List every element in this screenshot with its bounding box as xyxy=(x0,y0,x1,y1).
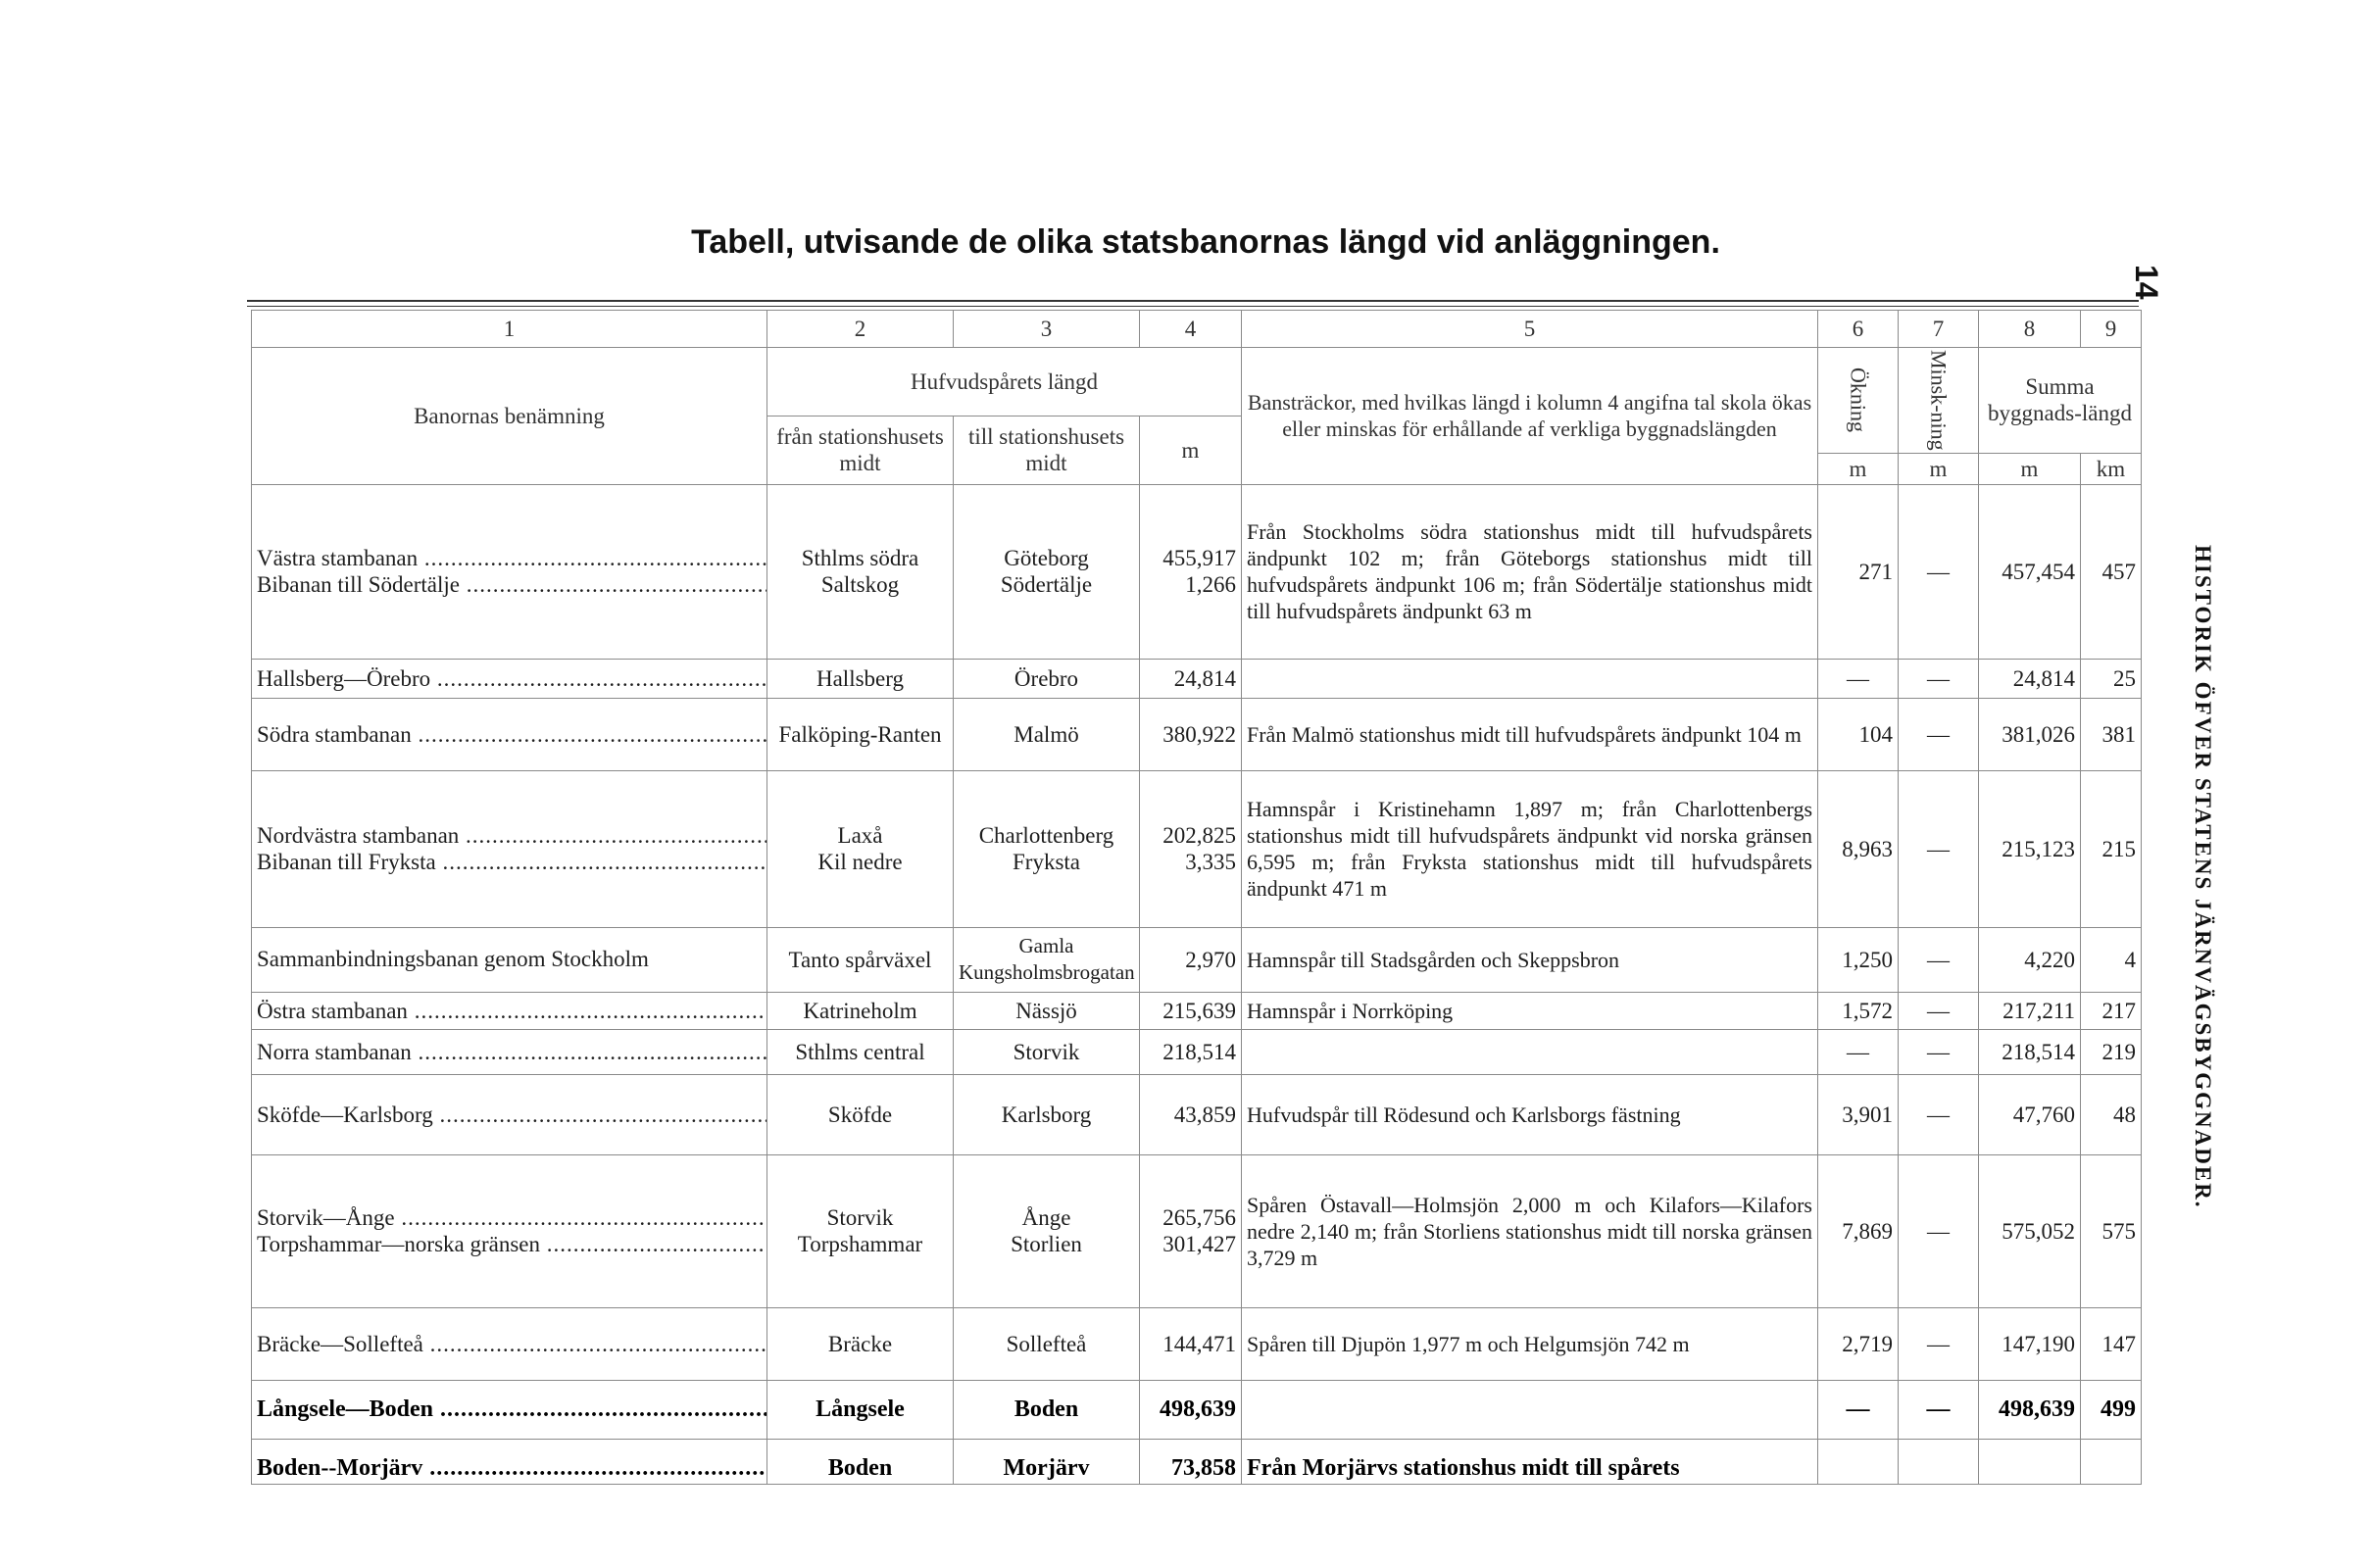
to-station: Charlottenberg Fryksta xyxy=(954,770,1140,927)
summa-m: 24,814 xyxy=(1979,659,2081,698)
summa-m: 457,454 xyxy=(1979,484,2081,659)
okning-value: 1,250 xyxy=(1818,927,1899,992)
length-m: 215,639 xyxy=(1140,992,1242,1029)
okning-value: 104 xyxy=(1818,698,1899,770)
line-name: Sammanbindningsbanan genom Stockholm xyxy=(252,927,767,992)
section-note: Från Malmö stationshus midt till hufvudspårets ändpunkt 104 m xyxy=(1242,698,1818,770)
from-station: Långsele xyxy=(767,1380,954,1439)
line-name: Långsele—Boden ..... xyxy=(252,1380,767,1439)
okning-value: 271 xyxy=(1818,484,1899,659)
col-num: 2 xyxy=(767,311,954,348)
length-m: 73,858 xyxy=(1140,1439,1242,1484)
okning-value: 3,901 xyxy=(1818,1074,1899,1154)
minskning-value: — xyxy=(1899,770,1979,927)
summa-m: 575,052 xyxy=(1979,1154,2081,1307)
col-num: 5 xyxy=(1242,311,1818,348)
to-station: Storvik xyxy=(954,1029,1140,1074)
okning-value: 7,869 xyxy=(1818,1154,1899,1307)
length-m: 265,756 301,427 xyxy=(1140,1154,1242,1307)
length-m: 498,639 xyxy=(1140,1380,1242,1439)
from-station: Boden xyxy=(767,1439,954,1484)
summa-m xyxy=(1979,1439,2081,1484)
summa-km: 575 xyxy=(2081,1154,2142,1307)
unit-m: m xyxy=(1818,453,1899,484)
okning-value: — xyxy=(1818,659,1899,698)
header-okning: Ökning xyxy=(1818,348,1899,454)
line-name: Boden--Morjärv ..... xyxy=(252,1439,767,1484)
from-station: Hallsberg xyxy=(767,659,954,698)
minskning-value: — xyxy=(1899,1074,1979,1154)
summa-m: 47,760 xyxy=(1979,1074,2081,1154)
okning-value xyxy=(1818,1439,1899,1484)
table-row xyxy=(252,698,2142,770)
running-head: HISTORIK ÖFVER STATENS JÄRNVÄGSBYGGNADER. xyxy=(2191,545,2215,1209)
okning-value: 1,572 xyxy=(1818,992,1899,1029)
unit-m: m xyxy=(1899,453,1979,484)
from-station: Sthlms central xyxy=(767,1029,954,1074)
line-name: Nordvästra stambanan ..... Bibanan till Fryksta ..... xyxy=(252,770,767,927)
table-row xyxy=(252,484,2142,659)
col-num: 8 xyxy=(1979,311,2081,348)
length-m: 2,970 xyxy=(1140,927,1242,992)
section-note: Spåren Östavall—Holmsjön 2,000 m och Kilafors—Kilafors nedre 2,140 m; från Storliens stationshus midt till norska gränsen 3,729 m xyxy=(1242,1154,1818,1307)
to-station: Boden xyxy=(954,1380,1140,1439)
section-note: Från Morjärvs stationshus midt till spårets xyxy=(1242,1439,1818,1484)
okning-value: — xyxy=(1818,1029,1899,1074)
summa-m: 381,026 xyxy=(1979,698,2081,770)
to-station: Malmö xyxy=(954,698,1140,770)
from-station: Katrineholm xyxy=(767,992,954,1029)
length-m: 202,825 3,335 xyxy=(1140,770,1242,927)
summa-km: 4 xyxy=(2081,927,2142,992)
summa-km: 215 xyxy=(2081,770,2142,927)
table-row xyxy=(252,927,2142,992)
section-note xyxy=(1242,1380,1818,1439)
line-name: Sköfde—Karlsborg ..... xyxy=(252,1074,767,1154)
to-station: Örebro xyxy=(954,659,1140,698)
line-name: Östra stambanan ..... xyxy=(252,992,767,1029)
length-m: 43,859 xyxy=(1140,1074,1242,1154)
minskning-value: — xyxy=(1899,992,1979,1029)
minskning-value: — xyxy=(1899,698,1979,770)
page-title: Tabell, utvisande de olika statsbanornas längd vid anläggningen. xyxy=(691,223,1720,261)
from-station: Sköfde xyxy=(767,1074,954,1154)
summa-m: 147,190 xyxy=(1979,1307,2081,1380)
table-row xyxy=(252,1380,2142,1439)
table-row xyxy=(252,1154,2142,1307)
to-station: Nässjö xyxy=(954,992,1140,1029)
table-row xyxy=(252,1439,2142,1484)
okning-value: 2,719 xyxy=(1818,1307,1899,1380)
length-m: 218,514 xyxy=(1140,1029,1242,1074)
okning-value: 8,963 xyxy=(1818,770,1899,927)
summa-km: 48 xyxy=(2081,1074,2142,1154)
summa-km: 381 xyxy=(2081,698,2142,770)
to-station: Göteborg Södertälje xyxy=(954,484,1140,659)
section-note: Hamnspår i Kristinehamn 1,897 m; från Charlottenbergs stationshus midt till hufvudspårets ändpunkt vid norska gränsen 6,595 m; från Fryksta stationshus midt till hufvudspårets ändpunkt 471 m xyxy=(1242,770,1818,927)
line-name: Bräcke—Sollefteå ..... xyxy=(252,1307,767,1380)
minskning-value: — xyxy=(1899,1154,1979,1307)
unit-km: km xyxy=(2081,453,2142,484)
summa-m: 498,639 xyxy=(1979,1380,2081,1439)
header-banornas: Banornas benämning xyxy=(252,348,767,485)
section-note: Spåren till Djupön 1,977 m och Helgumsjön 742 m xyxy=(1242,1307,1818,1380)
line-name: Hallsberg—Örebro ..... xyxy=(252,659,767,698)
length-m: 455,917 1,266 xyxy=(1140,484,1242,659)
table-row xyxy=(252,1074,2142,1154)
summa-km: 457 xyxy=(2081,484,2142,659)
summa-km xyxy=(2081,1439,2142,1484)
section-note xyxy=(1242,1029,1818,1074)
minskning-value: — xyxy=(1899,927,1979,992)
to-station: Karlsborg xyxy=(954,1074,1140,1154)
line-name: Västra stambanan ..... Bibanan till Södertälje ..... xyxy=(252,484,767,659)
line-name: Storvik—Ånge ..... Torpshammar—norska gränsen ..... xyxy=(252,1154,767,1307)
table-row xyxy=(252,770,2142,927)
col-num: 1 xyxy=(252,311,767,348)
from-station: Falköping-Ranten xyxy=(767,698,954,770)
minskning-value: — xyxy=(1899,659,1979,698)
header-till: till stationshusets midt xyxy=(954,416,1140,485)
table-row xyxy=(252,992,2142,1029)
to-station: Ånge Storlien xyxy=(954,1154,1140,1307)
section-note: Från Stockholms södra stationshus midt till hufvudspårets ändpunkt 102 m; från Göteborgs stationshus midt till hufvudspårets ändpunkt 106 m; från Södertälje stationshus midt till hufvudspårets ändpunkt 63 m xyxy=(1242,484,1818,659)
table-row xyxy=(252,1029,2142,1074)
from-station: Bräcke xyxy=(767,1307,954,1380)
railway-length-table xyxy=(251,310,2142,1485)
table-row xyxy=(252,659,2142,698)
from-station: Laxå Kil nedre xyxy=(767,770,954,927)
col-num: 3 xyxy=(954,311,1140,348)
section-note: Hamnspår till Stadsgården och Skeppsbron xyxy=(1242,927,1818,992)
minskning-value: — xyxy=(1899,1029,1979,1074)
from-station: Sthlms södra Saltskog xyxy=(767,484,954,659)
header-banstrackor: Bansträckor, med hvilkas längd i kolumn 4 angifna tal skola ökas eller minskas för erhållande af verkliga byggnadslängden xyxy=(1242,348,1818,485)
line-name: Norra stambanan ..... xyxy=(252,1029,767,1074)
summa-km: 219 xyxy=(2081,1029,2142,1074)
summa-m: 217,211 xyxy=(1979,992,2081,1029)
summa-km: 499 xyxy=(2081,1380,2142,1439)
minskning-value xyxy=(1899,1439,1979,1484)
header-hufvudsparets-langd: Hufvudspårets längd xyxy=(767,348,1242,416)
col-num: 7 xyxy=(1899,311,1979,348)
line-name: Södra stambanan ..... xyxy=(252,698,767,770)
summa-km: 147 xyxy=(2081,1307,2142,1380)
summa-km: 217 xyxy=(2081,992,2142,1029)
table-row xyxy=(252,1307,2142,1380)
to-station: Gamla Kungsholmsbrogatan xyxy=(954,927,1140,992)
header-fran: från stationshusets midt xyxy=(767,416,954,485)
unit-m: m xyxy=(1979,453,2081,484)
top-rule xyxy=(247,300,2139,302)
from-station: Tanto spårväxel xyxy=(767,927,954,992)
summa-m: 4,220 xyxy=(1979,927,2081,992)
to-station: Morjärv xyxy=(954,1439,1140,1484)
summa-m: 218,514 xyxy=(1979,1029,2081,1074)
summa-m: 215,123 xyxy=(1979,770,2081,927)
col-num: 6 xyxy=(1818,311,1899,348)
section-note xyxy=(1242,659,1818,698)
okning-value: — xyxy=(1818,1380,1899,1439)
minskning-value: — xyxy=(1899,1380,1979,1439)
section-note: Hamnspår i Norrköping xyxy=(1242,992,1818,1029)
to-station: Sollefteå xyxy=(954,1307,1140,1380)
header-m: m xyxy=(1140,416,1242,485)
header-minskning: Minsk-ning xyxy=(1899,348,1979,454)
summa-km: 25 xyxy=(2081,659,2142,698)
length-m: 380,922 xyxy=(1140,698,1242,770)
column-number-row xyxy=(252,311,2142,348)
page-number: 14 xyxy=(2129,265,2164,300)
header-summa: Summa byggnads-längd xyxy=(1979,348,2142,454)
from-station: Storvik Torpshammar xyxy=(767,1154,954,1307)
section-note: Hufvudspår till Rödesund och Karlsborgs fästning xyxy=(1242,1074,1818,1154)
length-m: 24,814 xyxy=(1140,659,1242,698)
minskning-value: — xyxy=(1899,484,1979,659)
top-rule-thin xyxy=(247,306,2139,307)
col-num: 4 xyxy=(1140,311,1242,348)
length-m: 144,471 xyxy=(1140,1307,1242,1380)
minskning-value: — xyxy=(1899,1307,1979,1380)
col-num: 9 xyxy=(2081,311,2142,348)
